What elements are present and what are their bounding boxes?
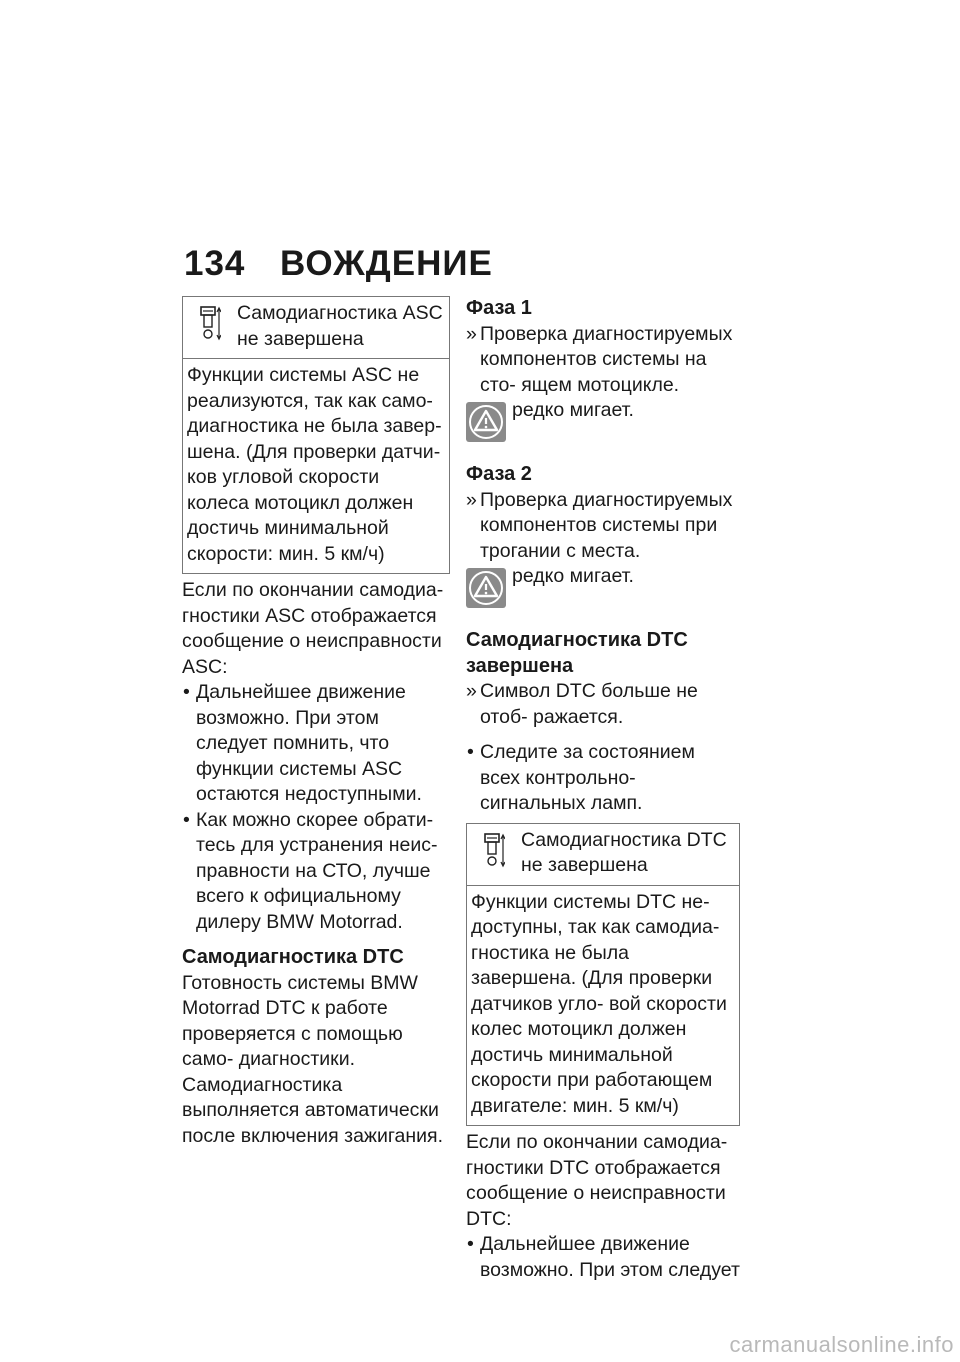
note-title: Самодиагностика ASC не завершена bbox=[237, 302, 443, 350]
note-asc-incomplete bbox=[182, 296, 450, 574]
section-title: ВОЖДЕНИЕ bbox=[280, 244, 493, 283]
heading-dtc-selfdiag: Самодиагностика DTC bbox=[182, 946, 404, 968]
paragraph-asc-fault: Если по окончании самодиа- гностики ASC отображается сообщение о неисправности ASC: bbox=[182, 579, 444, 678]
note-title: Самодиагностика DTC не завершена bbox=[521, 828, 727, 876]
lamp-text: редко мигает. bbox=[512, 399, 634, 421]
paragraph-dtc-fault: Если по окончании самодиа- гностики DTC отображается сообщение о неисправности DTC: bbox=[466, 1131, 728, 1230]
right-column bbox=[466, 296, 740, 1283]
heading-phase-2: Фаза 2 bbox=[466, 463, 532, 485]
page-number: 134 bbox=[184, 244, 246, 283]
service-gauge-icon bbox=[473, 828, 515, 879]
watermark: carmanualsonline.info bbox=[729, 1332, 954, 1357]
bullet-list-asc bbox=[182, 680, 450, 935]
warning-triangle-lamp-icon bbox=[466, 568, 506, 608]
bullet-list-lamps bbox=[466, 740, 740, 817]
heading-phase-1: Фаза 1 bbox=[466, 297, 532, 319]
step-text: Символ DTC больше не отоб- ражается. bbox=[480, 680, 698, 728]
lamp-text: редко мигает. bbox=[512, 565, 634, 587]
step-phase-1 bbox=[466, 322, 740, 399]
list-item: • Как можно скорее обрати- тесь для устранения неис- правности на СТО, лучше всего к официальному дилеру BMW Motorrad. bbox=[182, 808, 450, 936]
step-dtc-symbol bbox=[466, 679, 740, 730]
left-column bbox=[182, 296, 450, 1149]
step-mark: » bbox=[466, 322, 477, 345]
list-item: • Следите за состоянием всех контрольно-сигнальных ламп. bbox=[466, 740, 740, 817]
page-header bbox=[184, 244, 493, 284]
step-phase-2 bbox=[466, 488, 740, 565]
list-item: • Дальнейшее движение возможно. При этом следует помнить, что функции системы ASC остаются недоступными. bbox=[182, 680, 450, 808]
bullet-list-dtc bbox=[466, 1232, 740, 1283]
list-item: • Дальнейшее движение возможно. При этом следует bbox=[466, 1232, 740, 1283]
step-text: Проверка диагностируемых компонентов системы при трогании с места. bbox=[480, 488, 733, 562]
service-gauge-icon bbox=[189, 301, 231, 352]
lamp-row-phase-2 bbox=[466, 564, 740, 608]
paragraph-dtc-ready: Готовность системы BMW Motorrad DTC к работе проверяется с помощью само- диагностики. Самодиагностика выполняется автоматически после включения зажигания. bbox=[182, 971, 444, 1147]
step-text: Проверка диагностируемых компонентов системы на сто- ящем мотоцикле. bbox=[480, 322, 733, 396]
note-dtc-incomplete bbox=[466, 823, 740, 1127]
step-mark: » bbox=[466, 680, 477, 702]
heading-dtc-complete: Самодиагностика DTC завершена bbox=[466, 629, 688, 677]
lamp-row-phase-1 bbox=[466, 398, 740, 442]
step-mark: » bbox=[466, 488, 477, 511]
warning-triangle-lamp-icon bbox=[466, 402, 506, 442]
note-body: Функции системы ASC не реализуются, так как само- диагностика не была завер- шена. (Для проверки датчи- ков угловой скорости колеса мотоцикл должен достичь минимальной скорости: мин. 5 км/ч) bbox=[187, 364, 442, 565]
note-body: Функции системы DTC не- доступны, так как самодиа- гностика не была завершена. (Для проверки датчиков угло- вой скорости колес мотоцикл должен достичь минимальной скорости при работающем двигателе: мин. 5 км/ч) bbox=[471, 890, 727, 1117]
